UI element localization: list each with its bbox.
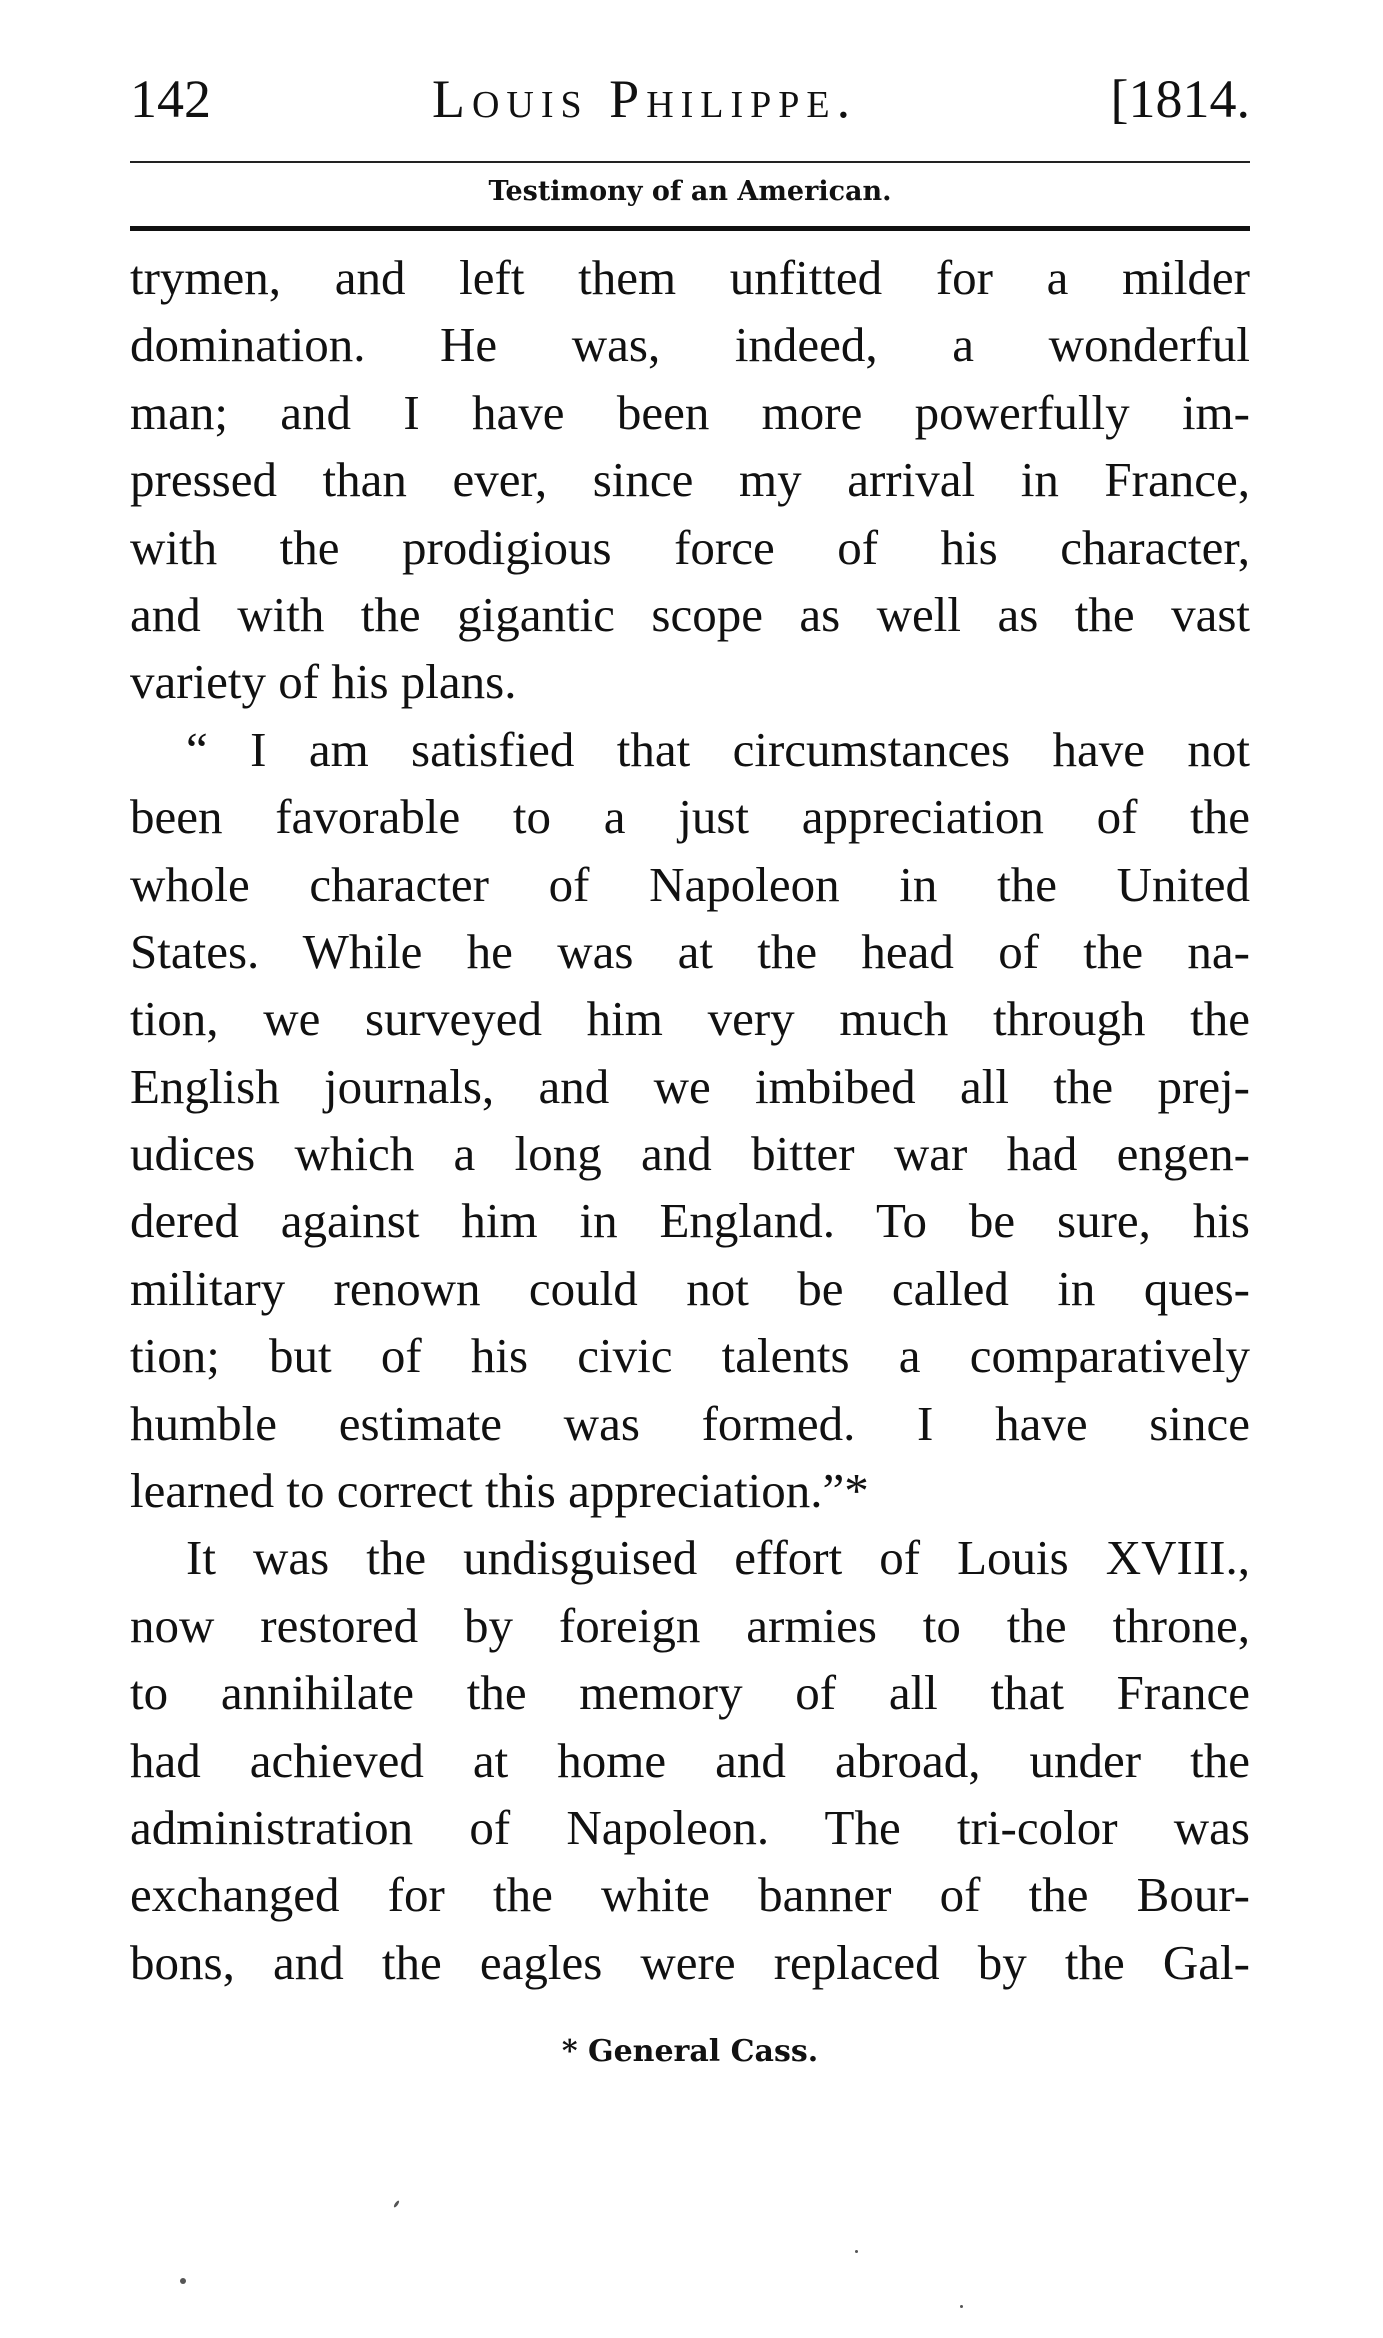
running-title: Louis Philippe. <box>432 69 858 129</box>
text-line: humble estimate was formed. I have since <box>130 1395 1250 1451</box>
subheading-rule <box>130 226 1250 231</box>
print-speck <box>180 2278 186 2284</box>
text-line: with the prodigious force of his character, <box>130 519 1250 575</box>
text-line: dered against him in England. To be sure, his <box>130 1193 1250 1249</box>
text-line: pressed than ever, since my arrival in France, <box>130 452 1250 508</box>
body-text <box>130 244 1250 1996</box>
text-line: “ I am satisfied that circumstances have not <box>186 721 1250 777</box>
print-speck <box>960 2305 963 2308</box>
text-line: bons, and the eagles were replaced by the Gal- <box>130 1934 1250 1990</box>
header-rule <box>130 161 1250 163</box>
print-speck <box>855 2250 858 2253</box>
text-line: variety of his plans. <box>130 654 517 710</box>
text-line: been favorable to a just appreciation of the <box>130 789 1250 845</box>
footnote: * General Cass. <box>561 2034 819 2069</box>
text-line: man; and I have been more powerfully im- <box>130 384 1250 440</box>
text-line: domination. He was, indeed, a wonderful <box>130 317 1250 373</box>
text-line: States. While he was at the head of the na- <box>130 923 1250 979</box>
section-subheading: Testimony of an American. <box>488 176 892 207</box>
text-line: military renown could not be called in ques- <box>130 1260 1250 1316</box>
text-line: had achieved at home and abroad, under the <box>130 1732 1250 1788</box>
header-year: [1814. <box>1110 69 1250 129</box>
page-number: 142 <box>130 69 211 129</box>
text-line: tion; but of his civic talents a comparatively <box>130 1328 1250 1384</box>
text-line: trymen, and left them unfitted for a milder <box>130 250 1250 305</box>
text-line: tion, we surveyed him very much through the <box>130 991 1250 1047</box>
text-line: udices which a long and bitter war had engen- <box>130 1126 1250 1182</box>
running-header <box>130 68 1250 148</box>
text-line: to annihilate the memory of all that France <box>130 1665 1250 1721</box>
print-speck <box>393 2200 400 2208</box>
text-line: now restored by foreign armies to the throne, <box>130 1597 1250 1653</box>
text-line: It was the undisguised effort of Louis XVIII., <box>186 1530 1250 1586</box>
text-line: administration of Napoleon. The tri-color was <box>130 1799 1250 1855</box>
text-line: learned to correct this appreciation.”* <box>130 1463 869 1519</box>
text-line: exchanged for the white banner of the Bour- <box>130 1867 1250 1923</box>
text-line: and with the gigantic scope as well as the vast <box>130 586 1250 642</box>
text-line: English journals, and we imbibed all the prej- <box>130 1058 1250 1114</box>
text-line: whole character of Napoleon in the United <box>130 856 1250 912</box>
